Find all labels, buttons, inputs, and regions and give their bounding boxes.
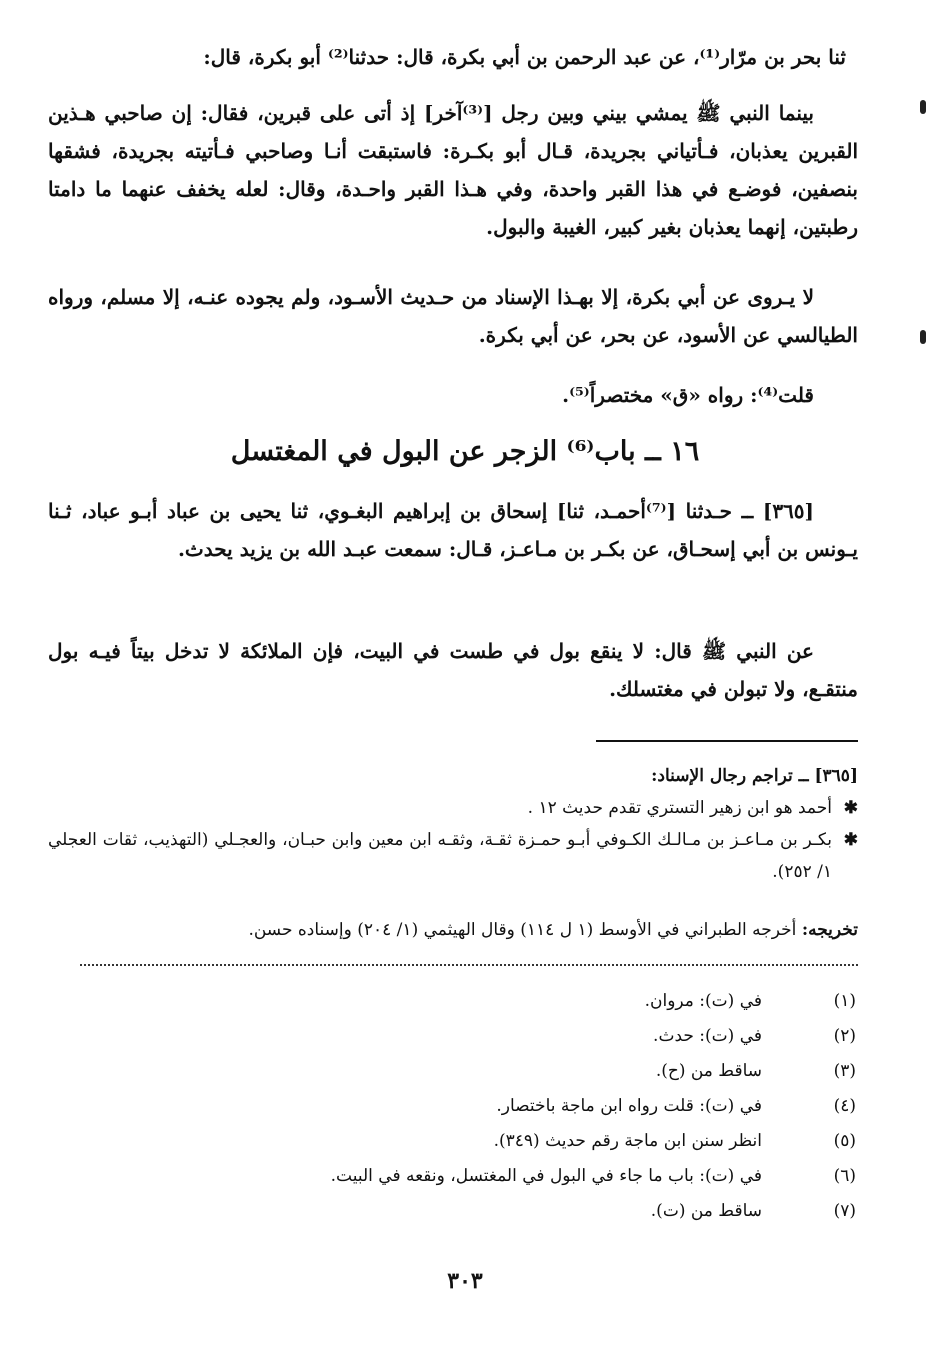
footnote-number: (٤) xyxy=(833,1096,856,1116)
footnote xyxy=(48,1159,858,1194)
list-item xyxy=(48,792,858,824)
footnotes-list xyxy=(48,984,858,1229)
footnote xyxy=(48,1054,858,1089)
hadith-text: بينما النبي ﷺ يمشي بيني وبين رجل [⁽³⁾آخر] إذ أتى على قبرين، فقال: إن صاحبي هـذين القبرين يعذبان، فـأتياني بجريدة، قـال أبو بكـرة: فاستبقت أنـا وصاحبي فـأتيته بجريدة، فشقها بنصفين، فوضـع في هذا القبر واحدة، وفي هـذا القبر واحـدة، وقال: لعله يخفف عنهما ما دامتا رطبتين، إنهما يعذبان بغير كبير، الغيبة والبول. xyxy=(48,101,858,239)
footnote-number: (١) xyxy=(833,991,856,1011)
footnote-text: في (ت): حدث. xyxy=(653,1026,762,1046)
asterisk-icon: ✱ xyxy=(843,830,858,850)
footnote-number: (٧) xyxy=(833,1201,856,1221)
chapter-heading: ١٦ ــ باب⁽⁶⁾ الزجر عن البول في المغتسل xyxy=(230,436,700,467)
dotted-separator xyxy=(80,964,858,966)
footnote xyxy=(48,1019,858,1054)
asterisk-icon: ✱ xyxy=(843,798,858,818)
hadith-isnad: [٣٦٥] ــ حـدثنا [⁽⁷⁾أحمـد، ثنا] إسحاق بن إبراهيم البغـوي، ثنا يحيى بن عباد أبـو عباد، ثـنا يـونس بن أبي إسحـاق، عن بكـر بن مـاعـز، قـال: سمعت عبـد الله بن يزيد يحدث. xyxy=(48,499,858,561)
footnote xyxy=(48,1194,858,1229)
margin-mark xyxy=(920,330,926,344)
hadith-matn: عن النبي ﷺ قال: لا ينقع بول في طست في البيت، فإن الملائكة لا تدخل بيتاً فيـه بول منتقـع، ولا تبولن في مغتسلك. xyxy=(48,639,858,701)
footnote-text: ساقط من (ت). xyxy=(650,1201,762,1221)
footnote-number: (٢) xyxy=(833,1026,856,1046)
takhrij xyxy=(48,914,858,946)
footnote xyxy=(48,1124,858,1159)
footnote-number: (٣) xyxy=(833,1061,856,1081)
list-item xyxy=(48,824,858,888)
footnote xyxy=(48,984,858,1019)
footnote-text: ساقط من (ح). xyxy=(655,1061,762,1081)
isnad-intro: ثنا بحر بن مرّار⁽¹⁾، عن عبد الرحمن بن أبي بكرة، قال: حدثنا⁽²⁾ أبو بكرة، قال: xyxy=(203,45,846,69)
tarajim-heading: [٣٦٥] ــ تراجم رجال الإسناد: xyxy=(651,766,858,786)
takhrij-text: أخرجه الطبراني في الأوسط (١ ل ١١٤) وقال الهيثمي (١/ ٢٠٤) وإسناده حسن. xyxy=(248,920,797,940)
margin-mark xyxy=(920,100,926,114)
qult-note: قلت⁽⁴⁾: رواه «ق» مختصراً⁽⁵⁾. xyxy=(562,383,814,407)
footnote-text: انظر سنن ابن ماجة رقم حديث (٣٤٩). xyxy=(493,1131,762,1151)
footnote-divider xyxy=(596,740,858,742)
footnote-text: في (ت): باب ما جاء في البول في المغتسل، ونقعه في البيت. xyxy=(330,1166,762,1186)
tarajim-entry: بكـر بن مـاعـز بن مـالـك الكـوفي أبـو حمـزة ثقـة، وثقـه ابن معين وابن حبـان، والعجـلي (التهذيب، ثقات العجلي ١/ ٢٥٢). xyxy=(48,830,832,882)
tarajim-entry: أحمد هو ابن زهير التستري تقدم حديث ١٢ . xyxy=(527,798,832,818)
footnote-number: (٥) xyxy=(833,1131,856,1151)
footnote-text: في (ت): مروان. xyxy=(644,991,762,1011)
footnote xyxy=(48,1089,858,1124)
author-note: لا يـروى عن أبي بكرة، إلا بهـذا الإسناد من حـديث الأسـود، ولم يجوده عنـه، إلا مسلم، ورواه الطيالسي عن الأسود، عن بحر، عن أبي بكرة. xyxy=(48,285,858,347)
footnote-text: في (ت): قلت رواه ابن ماجة باختصار. xyxy=(496,1096,762,1116)
footnote-number: (٦) xyxy=(833,1166,856,1186)
tarajim-list xyxy=(48,792,858,888)
takhrij-label: تخريجه: xyxy=(801,920,858,940)
page-number: ٣٠٣ xyxy=(447,1268,483,1294)
